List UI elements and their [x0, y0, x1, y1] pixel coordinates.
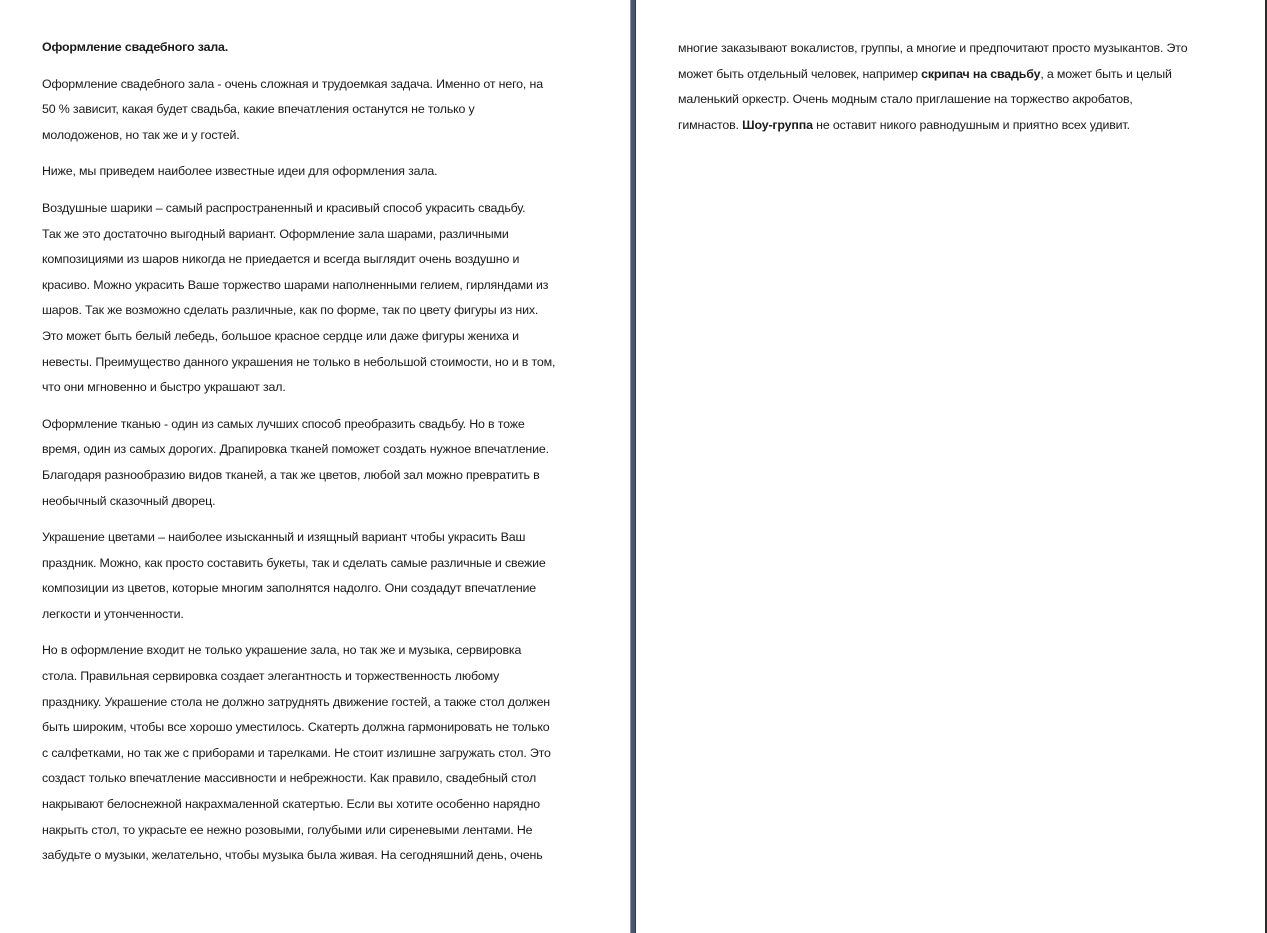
page-left-content — [42, 35, 594, 880]
text-line: невесты. Преимущество данного украшения не только в небольшой стоимости, но и в том, — [42, 354, 556, 369]
text-line: что они мгновенно и быстро украшают зал. — [42, 380, 286, 395]
text-run: может быть отдельный человек, например — [678, 66, 922, 81]
text-line: праздник. Можно, как просто составить букеты, так и сделать самые различные и свежие — [42, 555, 546, 570]
text-line: накрывают белоснежной накрахмаленной скатертью. Если вы хотите особенно нарядно — [42, 797, 541, 812]
text-line: накрыть стол, то украсьте ее нежно розовыми, голубыми или сиреневыми лентами. Не — [42, 822, 533, 837]
bold-link-violinist: скрипач на свадьбу — [921, 66, 1041, 81]
text-line: Это может быть белый лебедь, большое красное сердце или даже фигуры жениха и — [42, 328, 519, 343]
text-run: гимнастов. — [678, 117, 743, 132]
paragraph-intro — [42, 72, 594, 149]
page-divider — [630, 0, 636, 933]
text-line: многие заказывают вокалистов, группы, а многие и предпочитают просто музыкантов. Это — [678, 41, 1188, 55]
text-line: Воздушные шарики – самый распространенный и красивый способ украсить свадьбу. — [42, 200, 526, 215]
text-line: Благодаря разнообразию видов тканей, а так же цветов, любой зал можно превратить в — [42, 467, 540, 482]
text-line: время, один из самых дорогих. Драпировка тканей поможет создать нужное впечатление. — [42, 442, 549, 457]
text-line: композициями из шаров никогда не приедается и всегда выглядит очень воздушно и — [42, 252, 520, 267]
text-line: Ниже, мы приведем наиболее известные идеи для оформления зала. — [42, 164, 438, 179]
page-right — [637, 0, 1265, 933]
text-run: не оставит никого равнодушным и приятно всех удивит. — [812, 117, 1130, 132]
paragraph-music-continued — [678, 36, 1238, 138]
text-line: стола. Правильная сервировка создает элегантность и торжественность любому — [42, 669, 500, 684]
text-line: с салфетками, но так же с приборами и тарелками. Не стоит излишне загружать стол. Это — [42, 745, 551, 760]
text-line: Украшение цветами – наиболее изысканный и изящный вариант чтобы украсить Ваш — [42, 530, 526, 545]
text-line: Оформление свадебного зала - очень сложная и трудоемкая задача. Именно от него, на — [42, 76, 543, 91]
text-line: Но в оформление входит не только украшение зала, но так же и музыка, сервировка — [42, 643, 522, 658]
text-line: празднику. Украшение стола не должно затруднять движение гостей, а также стол должен — [42, 694, 551, 709]
text-line: Оформление тканью - один из самых лучших способ преобразить свадьбу. Но в тоже — [42, 416, 525, 431]
text-line: 50 % зависит, какая будет свадьба, какие впечатления останутся не только у — [42, 102, 475, 117]
page-left — [0, 0, 630, 933]
bold-link-show-group: Шоу-группа — [742, 117, 813, 132]
text-line: молодоженов, но так же и у гостей. — [42, 127, 240, 142]
page-right-content — [678, 36, 1238, 149]
text-line: быть широким, чтобы все хорошо уместилось. Скатерть должна гармонировать не только — [42, 720, 550, 735]
paragraph-table-setting — [42, 638, 594, 868]
document-title: Оформление свадебного зала. — [42, 40, 229, 54]
paragraph-flowers — [42, 525, 594, 627]
text-line — [678, 62, 1238, 88]
text-line: маленький оркестр. Очень модным стало приглашение на торжество акробатов, — [678, 92, 1133, 107]
text-line: забудьте о музыки, желательно, чтобы музыка была живая. На сегодняшний день, очень — [42, 848, 543, 863]
paragraph-fabric — [42, 412, 594, 514]
paragraph-balloons — [42, 196, 594, 401]
text-run: , а может быть и целый — [1040, 66, 1172, 81]
text-line: создаст только впечатление массивности и небрежности. Как правило, свадебный стол — [42, 771, 537, 786]
paragraph-ideas-intro — [42, 159, 594, 185]
text-line — [678, 113, 1238, 139]
text-line: композиции из цветов, которые многим заполнятся надолго. Они создадут впечатление — [42, 581, 537, 596]
text-line: Так же это достаточно выгодный вариант. Оформление зала шарами, различными — [42, 226, 509, 241]
text-line: необычный сказочный дворец. — [42, 493, 216, 508]
text-line: легкости и утонченности. — [42, 606, 184, 621]
text-line: шаров. Так же возможно сделать различные, как по форме, так по цвету фигуры из них. — [42, 303, 539, 318]
text-line: красиво. Можно украсить Ваше торжество шарами наполненными гелием, гирляндами из — [42, 277, 549, 292]
